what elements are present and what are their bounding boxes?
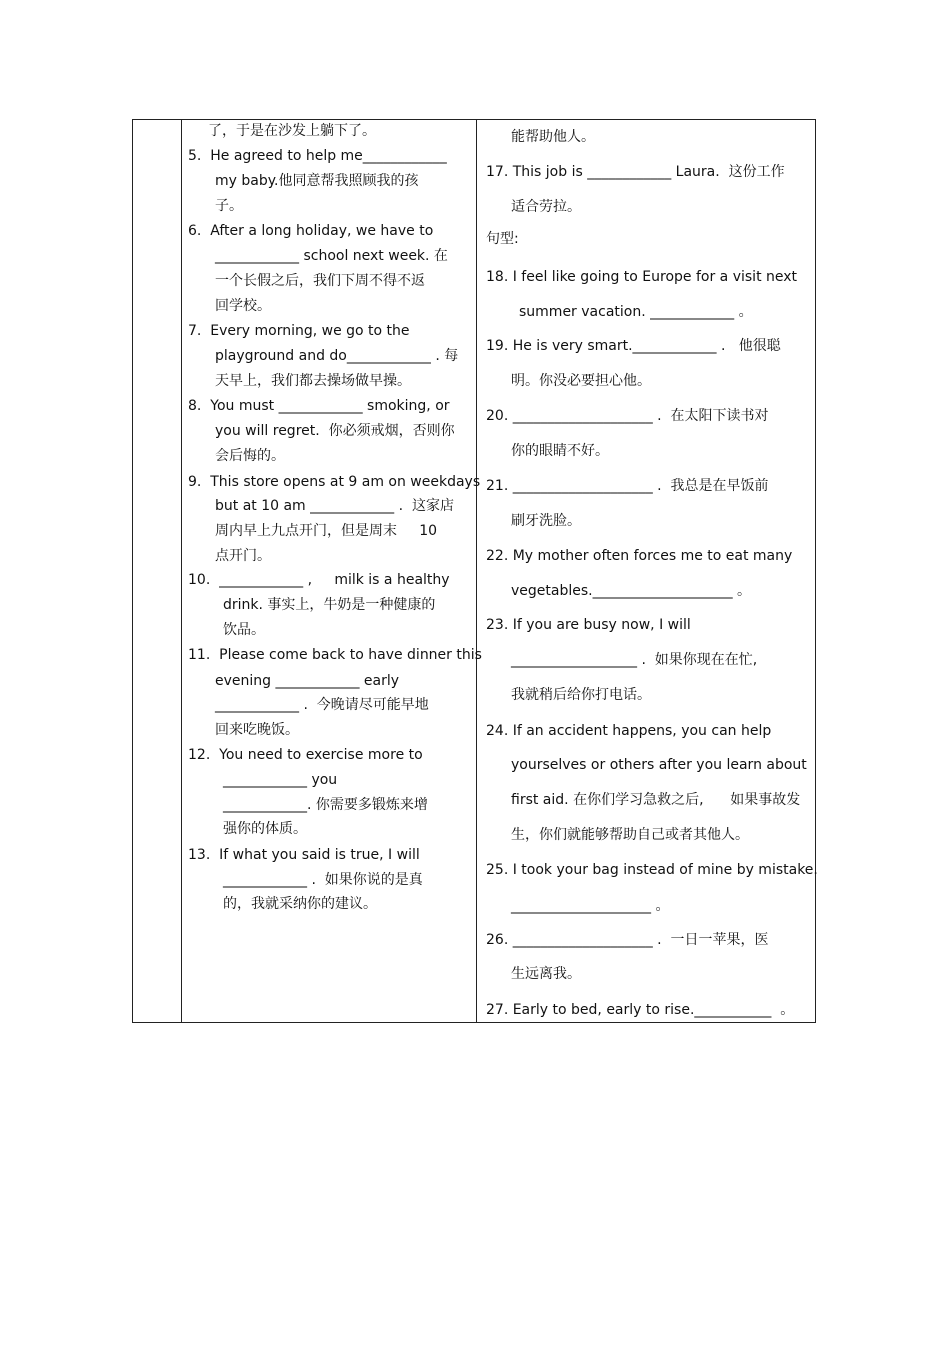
right-line: 25. I took your bag instead of mine by mistake. [486, 862, 818, 878]
left-line: you will regret. 你必须戒烟，否则你 [215, 423, 455, 439]
column-divider-2 [476, 120, 477, 1022]
left-line: 子。 [215, 198, 243, 214]
left-line: 12. You need to exercise more to [188, 747, 423, 763]
left-line: 会后悔的。 [215, 448, 285, 464]
right-line: vegetables.____________________ 。 [511, 583, 752, 599]
left-line: but at 10 am ____________ . 这家店 [215, 498, 454, 514]
right-line: 刷牙洗脸。 [511, 513, 581, 529]
right-line: 生远离我。 [511, 966, 581, 982]
left-line: 11. Please come back to have dinner this [188, 647, 482, 663]
left-line: 回学校。 [215, 298, 271, 314]
left-line: ____________ school next week. 在 [215, 248, 448, 264]
right-line: 生，你们就能够帮助自己或者其他人。 [511, 827, 749, 843]
left-line: 6. After a long holiday, we have to [188, 223, 434, 239]
left-line: 5. He agreed to help me____________ [188, 148, 447, 164]
right-line: first aid. 在你们学习急救之后, 如果事故发 [511, 792, 801, 808]
left-line: 强你的体质。 [223, 821, 307, 837]
left-line: 8. You must ____________ smoking, or [188, 398, 450, 414]
right-line: 24. If an accident happens, you can help [486, 723, 772, 739]
left-line: playground and do____________ . 每 [215, 348, 459, 364]
left-line: ____________. 你需要多锻炼来增 [223, 797, 428, 813]
right-line: 21. ____________________ . 我总是在早饭前 [486, 478, 769, 494]
left-line: 天早上，我们都去操场做早操。 [215, 373, 411, 389]
left-line: 饮品。 [223, 622, 265, 638]
right-line: 适合劳拉。 [511, 199, 581, 215]
left-line: 了，于是在沙发上躺下了。 [208, 123, 376, 139]
left-line: my baby.他同意帮我照顾我的孩 [215, 173, 419, 189]
right-line: 22. My mother often forces me to eat many [486, 548, 793, 564]
right-line: summer vacation. ____________ 。 [519, 304, 753, 320]
right-line: 你的眼睛不好。 [511, 443, 609, 459]
right-line: 19. He is very smart.____________ . 他很聪 [486, 338, 781, 354]
left-line: ____________ . 如果你说的是真 [223, 872, 423, 888]
left-line: ____________ . 今晚请尽可能早地 [215, 697, 429, 713]
right-line: 17. This job is ____________ Laura. 这份工作 [486, 164, 785, 180]
left-line: 7. Every morning, we go to the [188, 323, 410, 339]
column-divider-1 [181, 120, 182, 1022]
left-line: evening ____________ early [215, 673, 400, 689]
left-line: 10. ____________ , milk is a healthy [188, 572, 450, 588]
left-line: drink. 事实上，牛奶是一种健康的 [223, 597, 436, 613]
left-line: 13. If what you said is true, I will [188, 847, 420, 863]
left-line: 的，我就采纳你的建议。 [223, 896, 377, 912]
left-line: 周内早上九点开门，但是周末 10 [215, 523, 438, 539]
right-line: 能帮助他人。 [511, 129, 595, 145]
right-line: 句型: [486, 231, 519, 247]
right-line: 26. ____________________ . 一日一苹果，医 [486, 932, 769, 948]
left-line: ____________ you [223, 772, 338, 788]
right-line: 27. Early to bed, early to rise.___________ 。 [486, 1002, 795, 1018]
right-line: 18. I feel like going to Europe for a visit next [486, 269, 798, 285]
left-line: 点开门。 [215, 548, 271, 564]
right-line: 明。你没必要担心他。 [511, 373, 651, 389]
right-line: ____________________ 。 [511, 898, 670, 914]
right-line: 20. ____________________ . 在太阳下读书对 [486, 408, 769, 424]
right-line: yourselves or others after you learn about [511, 757, 807, 773]
right-line: 23. If you are busy now, I will [486, 617, 691, 633]
right-line: 我就稍后给你打电话。 [511, 687, 651, 703]
left-line: 一个长假之后，我们下周不得不返 [215, 273, 425, 289]
right-line: __________________ . 如果你现在在忙, [511, 652, 758, 668]
left-line: 9. This store opens at 9 am on weekdays [188, 474, 481, 490]
left-line: 回来吃晚饭。 [215, 722, 299, 738]
